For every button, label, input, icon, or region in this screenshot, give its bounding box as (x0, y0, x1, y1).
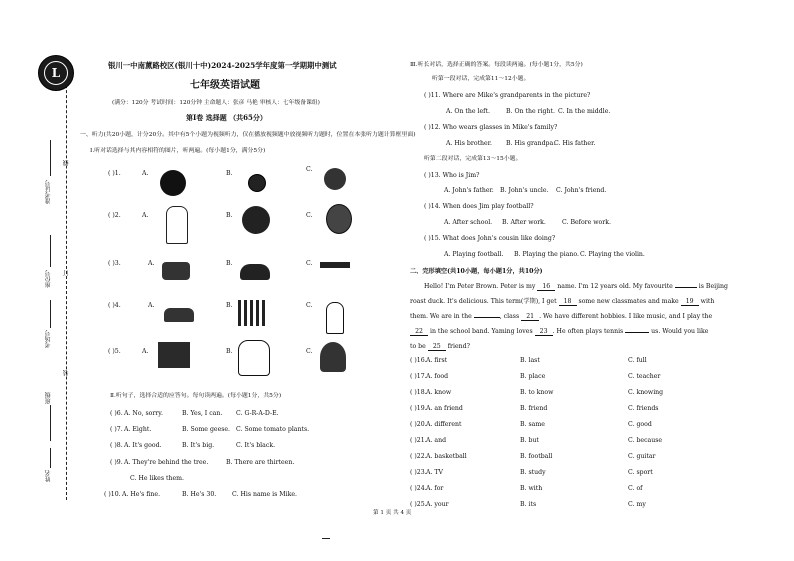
option-a[interactable]: A. food (426, 373, 449, 380)
option-c[interactable]: C. He likes them. (130, 475, 184, 482)
black-ball-image (160, 170, 186, 196)
seat-number-field[interactable] (50, 235, 51, 267)
option-c[interactable]: C. G-R-A-D-E. (236, 410, 279, 417)
option-b[interactable]: B. After work. (502, 219, 546, 226)
option-a[interactable]: A. different (426, 421, 462, 428)
option-c[interactable]: C. sport (628, 469, 653, 476)
option-c[interactable]: C. (306, 302, 313, 309)
option-a[interactable]: A. After school. (444, 219, 493, 226)
exam-number-label: 准考证号 (46, 180, 52, 204)
option-a[interactable]: A. for (426, 485, 444, 492)
option-b[interactable]: B. study (520, 469, 546, 476)
option-a[interactable]: A. TV (426, 469, 443, 476)
section1-sub2: Ⅱ.听句子，选择合适的应答句。每句读两遍。(每小题1分，共5分) (110, 393, 282, 399)
option-b[interactable]: B. Yes, I can. (182, 410, 223, 417)
option-b[interactable]: B. There are thirteen. (226, 459, 295, 466)
cloze-line-1: Hello! I'm Peter Brown. Peter is my 16 name. I'm 12 years old. My favourite is Beijing (424, 283, 728, 290)
option-c[interactable]: C. full (628, 357, 647, 364)
option-a[interactable]: A. (142, 348, 149, 355)
option-b[interactable]: B. with (520, 485, 543, 492)
cloze-line-5: to be 25 friend? (410, 343, 470, 350)
option-a[interactable]: A. His brother. (446, 140, 492, 147)
cloze-blank-20[interactable] (474, 317, 500, 318)
option-b[interactable]: B. His grandpa. (506, 140, 556, 147)
food-image (162, 262, 190, 280)
cloze-line-4: 22 in the school band. Yaming loves 23 . He often plays tennis us. Would you like (410, 328, 708, 336)
option-a[interactable]: A. They're behind the tree. (124, 459, 209, 466)
option-a[interactable]: A. first (426, 357, 448, 364)
cloze-line-2: roast duck. It's delicious. This term(学期), I get 18 some new classmates and make 19 with (410, 298, 715, 305)
dialog1-intro: 听第一段对话，完成第11～12小题。 (432, 76, 530, 82)
cut-mark-2: 订 (64, 270, 70, 276)
room-number-label: 考场号 (46, 330, 52, 348)
option-c[interactable]: C. (306, 212, 313, 219)
option-a[interactable]: A. an friend (426, 405, 463, 412)
option-c[interactable]: C. my (628, 501, 646, 508)
ice-cream-image (320, 262, 350, 286)
girl-face-image (326, 204, 352, 234)
cloze-blank-17[interactable] (675, 287, 697, 288)
footer-mark (322, 538, 330, 539)
option-c[interactable]: C. (306, 166, 313, 173)
person-face-image (242, 206, 270, 234)
option-b[interactable]: B. to know (520, 389, 554, 396)
option-b[interactable]: B. last (520, 357, 540, 364)
option-c[interactable]: C. John's friend. (556, 187, 607, 194)
option-b[interactable]: B. (226, 348, 233, 355)
cloze-blank-23[interactable]: 23 (535, 328, 553, 336)
cloze-blank-24[interactable] (625, 332, 649, 333)
option-a[interactable]: A. (142, 170, 149, 177)
option-a[interactable]: A. Eight. (124, 426, 152, 433)
option-c[interactable]: C. In the middle. (558, 108, 611, 115)
cut-mark-1: 线 (64, 160, 70, 166)
school-title: 银川一中南薰路校区(银川十中)2024-2025学年度第一学期期中测试 (108, 61, 337, 70)
option-a[interactable]: A. John's father. (444, 187, 494, 194)
option-c[interactable]: C. Playing the violin. (580, 251, 645, 258)
exam-title: 七年级英语试题 (190, 80, 260, 91)
option-c[interactable]: C. friends (628, 405, 659, 412)
option-b[interactable]: B. friend (520, 405, 548, 412)
exam-meta: (满分：120分 考试时间：120分钟 主命题人：张彦 马艳 审核人：七年级备课组) (112, 100, 320, 106)
bread-image (240, 264, 270, 280)
section3-header: Ⅲ.听长对话，选择正确的答案。每段读两遍。(每小题1分，共5分) (410, 62, 583, 68)
cut-line (66, 60, 67, 500)
option-b[interactable]: B. (226, 302, 233, 309)
option-c[interactable]: C. teacher (628, 373, 661, 380)
room-number-field[interactable] (50, 300, 51, 328)
option-a[interactable]: A. (148, 302, 155, 309)
option-b[interactable]: B. football (520, 453, 553, 460)
car-image (164, 308, 194, 322)
option-c[interactable]: C. (306, 260, 313, 267)
name-label: 姓名 (46, 470, 52, 482)
class-field[interactable] (50, 405, 51, 441)
cloze-blank-25[interactable]: 25 (428, 343, 446, 351)
school-logo-icon: L (38, 55, 74, 91)
option-a[interactable]: A. your (426, 501, 449, 508)
seat-number-label: 座位号 (46, 270, 52, 288)
option-a[interactable]: A. He's fine. (122, 491, 161, 498)
option-c[interactable]: C. good (628, 421, 652, 428)
cut-mark-3: 装 (64, 370, 70, 376)
man-reading-image (158, 342, 190, 368)
option-a[interactable]: A. basketball (426, 453, 467, 460)
option-b[interactable]: B. He's 30. (182, 491, 217, 498)
option-c[interactable]: C. knowing (628, 389, 664, 396)
dialog2-intro: 听第二段对话，完成第13～15小题。 (424, 156, 522, 162)
option-c[interactable]: C. It's black. (236, 442, 276, 449)
cloze-blank-22[interactable]: 22 (410, 328, 428, 336)
option-b[interactable]: B. Playing the piano. (514, 251, 579, 258)
option-c[interactable]: C. Some tomato plants. (236, 426, 310, 433)
option-a[interactable]: A. and (426, 437, 447, 444)
violin-girl-image (320, 342, 346, 372)
option-a[interactable]: A. No, sorry. (124, 410, 163, 417)
class-label: 班级 (46, 392, 52, 404)
girl-standing-image (326, 302, 344, 334)
chart-board-image (238, 300, 268, 326)
cloze-line-3: them. We are in the , class 21 . We have different hobbies. I like music, and I play the (410, 313, 713, 320)
cloze-blank-21[interactable]: 21 (521, 313, 539, 321)
option-b[interactable]: B. (226, 260, 233, 267)
option-b[interactable]: B. John's uncle. (500, 187, 549, 194)
section1-sub1: Ⅰ.听对话选择与其内容相符的图片，听两遍。(每小题1分，满分5分) (90, 148, 266, 154)
girl-image (166, 206, 188, 244)
small-ball-image (248, 174, 266, 192)
exam-number-field[interactable] (50, 140, 51, 176)
section2-header: 二、完形填空(共10小题，每小题1分，共10分) (410, 268, 543, 275)
part1-title: 第Ⅰ卷 选择题 （共65分） (186, 113, 267, 122)
section1-header: 一、听力(共20小题，计分20分。其中有5个小题为视频听力，仅在播放视频题中放视频听力题时，位置在本张听力题计算框里面) (80, 132, 416, 138)
option-a[interactable]: A. It's good. (124, 442, 162, 449)
option-c[interactable]: C. because (628, 437, 663, 444)
option-b[interactable]: B. but (520, 437, 539, 444)
option-a[interactable]: A. (148, 260, 155, 267)
option-a[interactable]: A. know (426, 389, 452, 396)
page-number: 第 1 页 共 4 页 (373, 510, 412, 516)
option-a[interactable]: A. Playing football. (444, 251, 504, 258)
cloze-blank-19[interactable]: 19 (681, 298, 699, 306)
option-b[interactable]: B. same (520, 421, 545, 428)
guitar-player-image (238, 340, 270, 376)
cloze-blank-16[interactable]: 16 (537, 283, 555, 291)
option-b[interactable]: B. It's big. (182, 442, 215, 449)
option-b[interactable]: B. On the right. (506, 108, 555, 115)
option-b[interactable]: B. (226, 212, 233, 219)
option-a[interactable]: A. On the left. (446, 108, 490, 115)
option-b[interactable]: B. (226, 170, 233, 177)
option-c[interactable]: C. guitar (628, 453, 656, 460)
option-c[interactable]: C. of (628, 485, 643, 492)
cloze-blank-18[interactable]: 18 (559, 298, 577, 306)
option-b[interactable]: B. place (520, 373, 546, 380)
option-c[interactable]: C. (306, 348, 313, 355)
name-field[interactable] (50, 448, 51, 468)
option-b[interactable]: B. Some geese. (182, 426, 231, 433)
option-a[interactable]: A. (142, 212, 149, 219)
apple-image (324, 168, 346, 190)
option-c[interactable]: C. His father. (554, 140, 596, 147)
option-b[interactable]: B. its (520, 501, 537, 508)
option-c[interactable]: C. His name is Mike. (232, 491, 297, 498)
option-c[interactable]: C. Before work. (562, 219, 611, 226)
